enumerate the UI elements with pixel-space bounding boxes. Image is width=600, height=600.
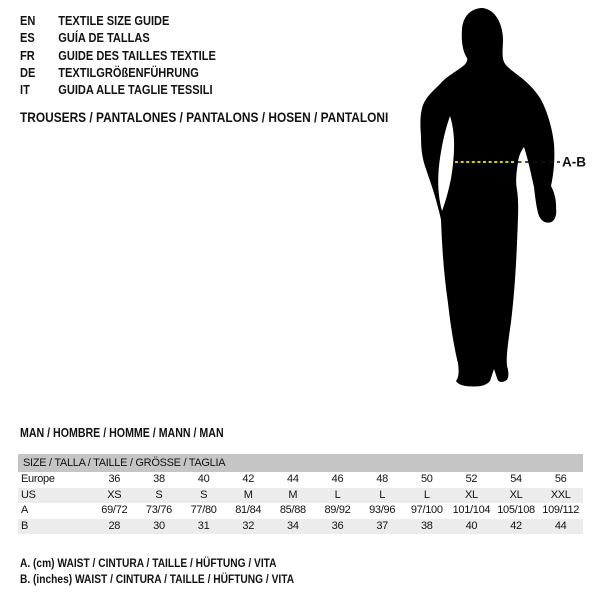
footnote-a: A. (cm) WAIST / CINTURA / TAILLE / HÜFTUNG / VITA xyxy=(20,556,277,570)
size-table xyxy=(18,454,583,534)
language-code: ES xyxy=(20,30,35,46)
table-cell: 42 xyxy=(510,519,522,532)
table-cell: L xyxy=(379,488,386,501)
table-row-a-cm xyxy=(18,503,583,519)
language-row xyxy=(20,64,216,81)
table-row-b-inches xyxy=(18,519,583,535)
gender-heading: MAN / HOMBRE / HOMME / MANN / MAN xyxy=(20,426,224,440)
language-code: EN xyxy=(20,13,36,28)
table-cell: 48 xyxy=(376,473,388,485)
category-heading: TROUSERS / PANTALONES / PANTALONS / HOSEN / PANTALONI xyxy=(20,109,389,125)
footnote-b: B. (inches) WAIST / CINTURA / TAILLE / HÜFTUNG / VITA xyxy=(20,572,295,586)
table-cell: 81/84 xyxy=(235,504,262,517)
table-cell: 54 xyxy=(510,473,522,485)
table-row-us xyxy=(18,488,583,504)
man-silhouette-figure xyxy=(395,0,595,395)
table-cell: L xyxy=(334,488,341,501)
table-cell: 28 xyxy=(108,519,121,532)
table-cell: 30 xyxy=(153,519,165,532)
language-row xyxy=(20,81,216,98)
table-row-label: US xyxy=(21,488,36,501)
table-cell: 38 xyxy=(153,473,165,485)
table-cell: 38 xyxy=(420,519,433,532)
language-label: GUIDE DES TAILLES TEXTILE xyxy=(58,47,216,63)
table-cell: XXL xyxy=(550,488,571,501)
measure-label: A-B xyxy=(562,154,586,170)
language-code: FR xyxy=(20,47,35,63)
table-cell: 32 xyxy=(242,519,255,532)
language-label: TEXTILE SIZE GUIDE xyxy=(58,13,170,28)
language-row xyxy=(20,47,216,64)
language-label: GUÍA DE TALLAS xyxy=(58,30,150,46)
table-cell: 73/76 xyxy=(145,504,172,517)
table-cell: 77/80 xyxy=(190,504,217,517)
table-cell: 36 xyxy=(108,473,121,485)
footnotes xyxy=(20,555,294,587)
language-row xyxy=(20,29,216,46)
table-cell: M xyxy=(288,488,298,501)
table-cell: 34 xyxy=(287,519,299,532)
language-row xyxy=(20,12,216,29)
table-cell: 44 xyxy=(554,519,567,532)
table-row-label: A xyxy=(21,504,29,517)
language-label: TEXTILGRÖßENFÜHRUNG xyxy=(58,64,199,80)
table-cell: 44 xyxy=(287,473,299,485)
table-cell: 52 xyxy=(465,473,478,485)
size-table-header: SIZE / TALLA / TAILLE / GRÖSSE / TAGLIA xyxy=(18,454,583,472)
table-row-label: B xyxy=(21,519,29,532)
table-cell: M xyxy=(243,488,253,501)
table-cell: 105/108 xyxy=(497,504,535,517)
table-cell: 101/104 xyxy=(452,504,491,517)
table-row-europe xyxy=(18,472,583,488)
language-list xyxy=(20,12,216,98)
table-cell: XS xyxy=(107,488,122,501)
table-cell: XL xyxy=(509,488,523,501)
table-cell: 31 xyxy=(197,519,210,532)
table-cell: 93/96 xyxy=(369,504,396,517)
table-row-label: Europe xyxy=(21,473,55,485)
table-cell: S xyxy=(155,488,163,501)
language-label: GUIDA ALLE TAGLIE TESSILI xyxy=(58,82,213,98)
table-cell: 36 xyxy=(331,519,344,532)
table-cell: 69/72 xyxy=(101,504,128,517)
table-cell: 46 xyxy=(331,473,344,485)
table-cell: 97/100 xyxy=(410,504,443,517)
table-cell: 56 xyxy=(554,473,567,485)
language-code: DE xyxy=(20,64,36,80)
table-cell: 50 xyxy=(420,473,433,485)
table-cell: S xyxy=(200,488,208,501)
language-code: IT xyxy=(20,82,30,98)
table-cell: 42 xyxy=(242,473,255,485)
table-cell: 40 xyxy=(465,519,478,532)
table-cell: 89/92 xyxy=(324,504,351,517)
table-cell: 109/112 xyxy=(542,504,580,517)
table-cell: 85/88 xyxy=(279,504,306,517)
table-cell: 37 xyxy=(376,519,388,532)
table-cell: XL xyxy=(464,488,478,501)
table-cell: L xyxy=(423,488,430,501)
table-cell: 40 xyxy=(197,473,210,485)
